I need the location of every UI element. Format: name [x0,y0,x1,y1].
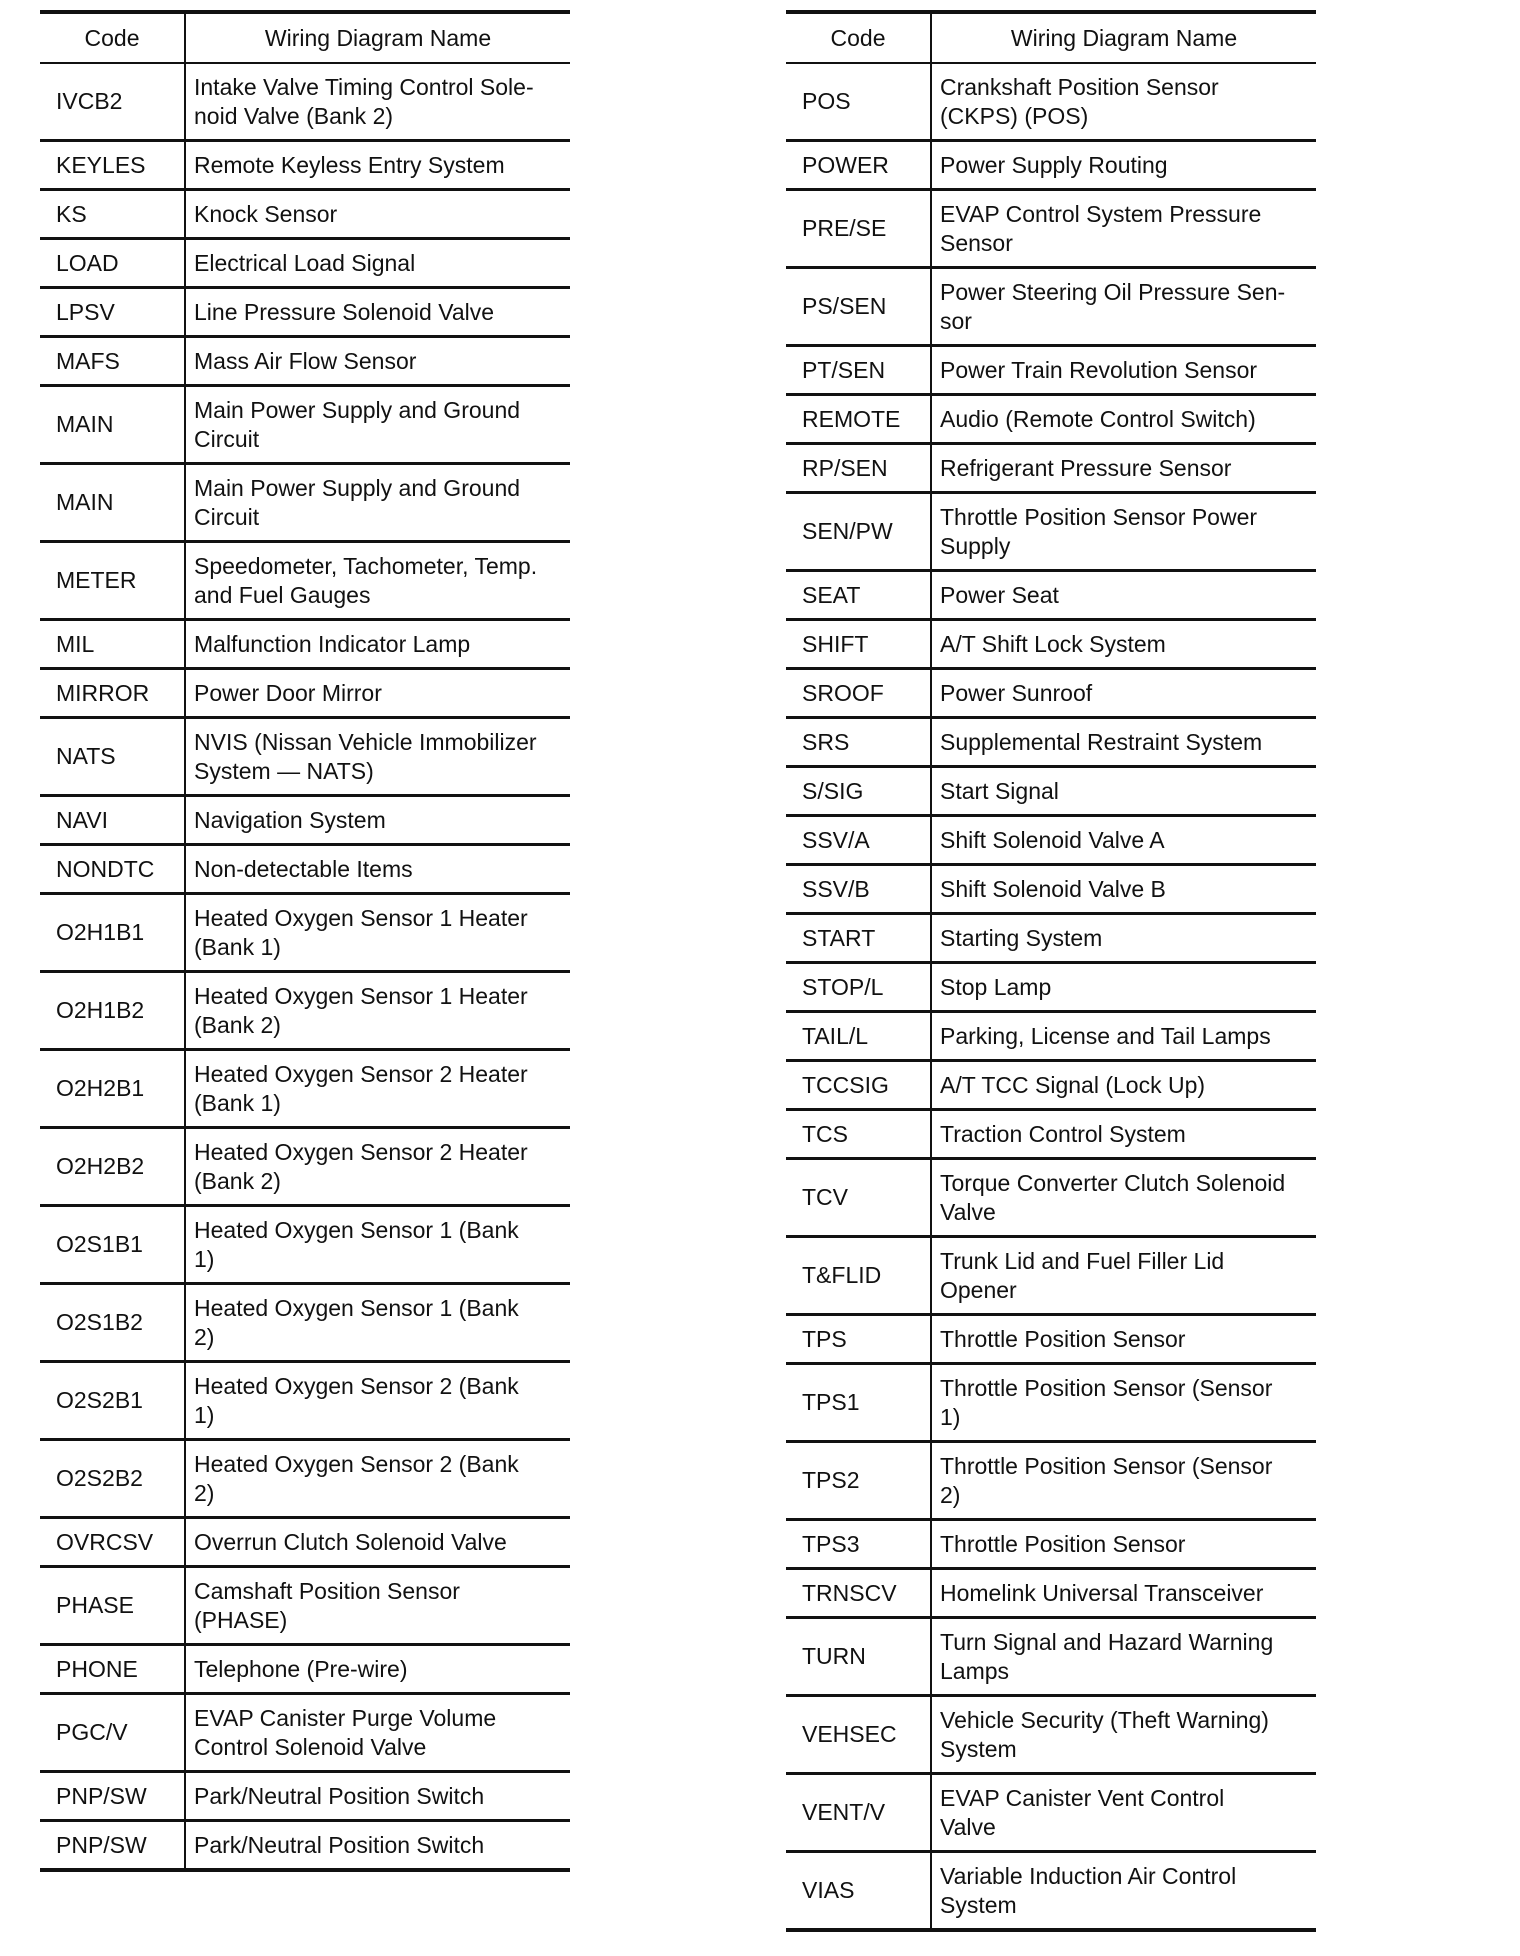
diagram-name-cell: Supplemental Restraint System [931,718,1316,767]
code-cell: TPS2 [786,1442,931,1520]
table-row [786,444,1316,493]
table-row [40,1284,570,1362]
diagram-name-cell: A/T TCC Signal (Lock Up) [931,1061,1316,1110]
diagram-name-cell: NVIS (Nissan Vehicle Immobilizer System — NATS) [185,718,570,796]
table-row [786,63,1316,141]
code-cell: TPS1 [786,1364,931,1442]
table-row [40,386,570,464]
table-row [786,190,1316,268]
code-cell: MAIN [40,464,185,542]
diagram-name-cell: Mass Air Flow Sensor [185,337,570,386]
code-cell: TCS [786,1110,931,1159]
diagram-name-cell: Traction Control System [931,1110,1316,1159]
table-row [40,464,570,542]
code-cell: TAIL/L [786,1012,931,1061]
diagram-name-cell: Refrigerant Pressure Sensor [931,444,1316,493]
diagram-name-cell: Park/Neutral Position Switch [194,1831,485,1858]
code-cell: NATS [40,718,185,796]
name-column-header: Wiring Diagram Name [185,12,570,63]
diagram-name-cell: Shift Solenoid Valve A [931,816,1316,865]
code-cell: MAIN [40,386,185,464]
code-cell: MIRROR [40,669,185,718]
diagram-name-cell: Stop Lamp [931,963,1316,1012]
table-row [40,1772,570,1821]
table-row [40,1440,570,1518]
diagram-name-cell: Start Signal [931,767,1316,816]
table-header-row [786,12,1316,63]
wiring-diagram-table-left [40,10,570,1872]
code-cell: TPS3 [786,1520,931,1569]
code-cell: MAFS [40,337,185,386]
diagram-name-cell: Speedometer, Tachometer, Temp. and Fuel Gauges [185,542,570,620]
table-row [40,542,570,620]
table-row [786,767,1316,816]
diagram-name-cell: Heated Oxygen Sensor 2 Heater (Bank 1) [185,1050,570,1128]
code-cell: O2H1B1 [40,894,185,972]
diagram-name-cell: Main Power Supply and Ground Circuit [185,464,570,542]
table-row [40,845,570,894]
code-cell: OVRCSV [40,1518,185,1567]
diagram-name-cell: Throttle Position Sensor (Sensor 2) [931,1442,1316,1520]
code-cell: KEYLES [40,141,185,190]
diagram-name-cell: Main Power Supply and Ground Circuit [185,386,570,464]
code-cell: TPS [786,1315,931,1364]
code-cell: PS/SEN [786,268,931,346]
diagram-name-cell: Shift Solenoid Valve B [931,865,1316,914]
diagram-name-cell: Power Supply Routing [931,141,1316,190]
code-cell: NONDTC [40,845,185,894]
diagram-name-cell: Variable Induction Air Control System [940,1862,1237,1918]
table-row [40,669,570,718]
table-header-row [40,12,570,63]
code-cell: PHASE [40,1567,185,1645]
code-cell: VENT/V [786,1774,931,1852]
code-cell: O2H2B2 [40,1128,185,1206]
diagram-name-cell: Trunk Lid and Fuel Filler Lid Opener [931,1237,1316,1315]
table-row [786,493,1316,571]
table-row [40,972,570,1050]
code-cell: O2S1B1 [40,1206,185,1284]
code-cell: T&FLID [786,1237,931,1315]
table-row [40,63,570,141]
diagram-name-cell: Crankshaft Position Sensor (CKPS) (POS) [931,63,1316,141]
diagram-name-cell: Non-detectable Items [185,845,570,894]
diagram-name-cell: Line Pressure Solenoid Valve [185,288,570,337]
diagram-name-cell: Heated Oxygen Sensor 1 Heater (Bank 2) [185,972,570,1050]
diagram-name-cell: Throttle Position Sensor (Sensor 1) [931,1364,1316,1442]
table-row [786,268,1316,346]
diagram-name-cell: Parking, License and Tail Lamps [931,1012,1316,1061]
code-cell: START [786,914,931,963]
diagram-name-cell: Park/Neutral Position Switch [185,1772,570,1821]
table-row [786,1442,1316,1520]
code-cell: S/SIG [786,767,931,816]
code-cell: PRE/SE [786,190,931,268]
table-row [40,894,570,972]
code-cell: TCCSIG [786,1061,931,1110]
table-row [786,1774,1316,1852]
table-body-left [40,63,570,1870]
code-cell: O2H1B2 [40,972,185,1050]
code-cell: O2S2B1 [40,1362,185,1440]
diagram-name-cell: Starting System [931,914,1316,963]
code-cell: KS [40,190,185,239]
diagram-name-cell: Torque Converter Clutch Solenoid Valve [931,1159,1316,1237]
code-cell: PNP/SW [40,1821,185,1871]
diagram-name-cell: Heated Oxygen Sensor 1 Heater (Bank 1) [185,894,570,972]
code-cell: IVCB2 [40,63,185,141]
code-cell: REMOTE [786,395,931,444]
table-row [40,796,570,845]
diagram-name-cell: Throttle Position Sensor [931,1520,1316,1569]
table-row [40,1645,570,1694]
diagram-name-cell: Heated Oxygen Sensor 2 (Bank 1) [185,1362,570,1440]
diagram-name-cell: Throttle Position Sensor Power Supply [931,493,1316,571]
code-cell: PT/SEN [786,346,931,395]
code-cell: LOAD [40,239,185,288]
table-row [40,1567,570,1645]
table-row [786,816,1316,865]
diagram-name-cell: Knock Sensor [185,190,570,239]
table-row [40,1362,570,1440]
code-cell: O2S2B2 [40,1440,185,1518]
diagram-name-cell: A/T Shift Lock System [931,620,1316,669]
code-cell: O2H2B1 [40,1050,185,1128]
table-row [786,1110,1316,1159]
diagram-name-cell: Throttle Position Sensor [931,1315,1316,1364]
table-row [40,1050,570,1128]
table-row [786,1315,1316,1364]
code-column-header: Code [786,12,931,63]
table-row [786,571,1316,620]
table-row [786,346,1316,395]
diagram-name-cell: Telephone (Pre-wire) [185,1645,570,1694]
code-cell: VIAS [786,1852,931,1931]
code-column-header: Code [40,12,185,63]
code-cell: METER [40,542,185,620]
table-row [40,718,570,796]
table-row [786,620,1316,669]
code-cell: POS [786,63,931,141]
code-cell: MIL [40,620,185,669]
table-row [40,1694,570,1772]
code-cell: O2S1B2 [40,1284,185,1362]
table-row [40,1128,570,1206]
code-cell: STOP/L [786,963,931,1012]
table-row [40,141,570,190]
diagram-name-cell: EVAP Control System Pressure Sensor [931,190,1316,268]
code-cell: NAVI [40,796,185,845]
diagram-name-cell: Malfunction Indicator Lamp [185,620,570,669]
code-cell: POWER [786,141,931,190]
table-body-right [786,63,1316,1930]
code-cell: TURN [786,1618,931,1696]
name-column-header: Wiring Diagram Name [931,12,1316,63]
code-cell: SROOF [786,669,931,718]
table-row [786,1520,1316,1569]
table-row [40,190,570,239]
table-row [786,141,1316,190]
table-row [40,1821,570,1871]
table-row [40,337,570,386]
diagram-name-cell: Homelink Universal Transceiver [931,1569,1316,1618]
code-cell: SRS [786,718,931,767]
diagram-name-cell: Heated Oxygen Sensor 2 (Bank 2) [185,1440,570,1518]
table-row [40,288,570,337]
diagram-name-cell: Power Sunroof [931,669,1316,718]
diagram-name-cell: Navigation System [185,796,570,845]
code-cell: LPSV [40,288,185,337]
table-row [786,1618,1316,1696]
code-cell: VEHSEC [786,1696,931,1774]
table-row [786,1159,1316,1237]
code-cell: SEAT [786,571,931,620]
code-cell: SEN/PW [786,493,931,571]
code-cell: TRNSCV [786,1569,931,1618]
code-cell: SHIFT [786,620,931,669]
diagram-name-cell: Intake Valve Timing Control Sole- noid Valve (Bank 2) [185,63,570,141]
diagram-name-cell: Heated Oxygen Sensor 1 (Bank 2) [185,1284,570,1362]
diagram-name-cell: EVAP Canister Purge Volume Control Solenoid Valve [185,1694,570,1772]
diagram-name-cell: Remote Keyless Entry System [185,141,570,190]
code-cell: PNP/SW [40,1772,185,1821]
diagram-name-cell: Audio (Remote Control Switch) [931,395,1316,444]
diagram-name-cell: Vehicle Security (Theft Warning) System [931,1696,1316,1774]
table-row [786,669,1316,718]
wiring-diagram-table-right [786,10,1316,1932]
table-row [786,1852,1316,1931]
table-row [786,963,1316,1012]
table-row [786,1364,1316,1442]
table-row [786,718,1316,767]
table-row [786,914,1316,963]
table-row [786,1061,1316,1110]
table-row [40,239,570,288]
diagram-name-cell: Electrical Load Signal [185,239,570,288]
code-cell: PGC/V [40,1694,185,1772]
table-row [40,1206,570,1284]
diagram-name-cell: Power Door Mirror [185,669,570,718]
code-cell: TCV [786,1159,931,1237]
diagram-name-cell: Turn Signal and Hazard Warning Lamps [931,1618,1316,1696]
diagram-name-cell: Power Train Revolution Sensor [931,346,1316,395]
diagram-name-cell: Heated Oxygen Sensor 2 Heater (Bank 2) [185,1128,570,1206]
table-row [786,1012,1316,1061]
diagram-name-cell: EVAP Canister Vent Control Valve [931,1774,1316,1852]
diagram-name-cell: Power Steering Oil Pressure Sen- sor [931,268,1316,346]
code-cell: RP/SEN [786,444,931,493]
table-row [40,620,570,669]
table-row [786,1569,1316,1618]
diagram-name-cell: Camshaft Position Sensor (PHASE) [185,1567,570,1645]
code-cell: PHONE [40,1645,185,1694]
diagram-name-cell: Heated Oxygen Sensor 1 (Bank 1) [185,1206,570,1284]
code-cell: SSV/B [786,865,931,914]
diagram-name-cell: Power Seat [931,571,1316,620]
table-row [40,1518,570,1567]
table-row [786,1696,1316,1774]
code-cell: SSV/A [786,816,931,865]
table-row [786,1237,1316,1315]
diagram-name-cell: Overrun Clutch Solenoid Valve [185,1518,570,1567]
table-row [786,395,1316,444]
table-row [786,865,1316,914]
